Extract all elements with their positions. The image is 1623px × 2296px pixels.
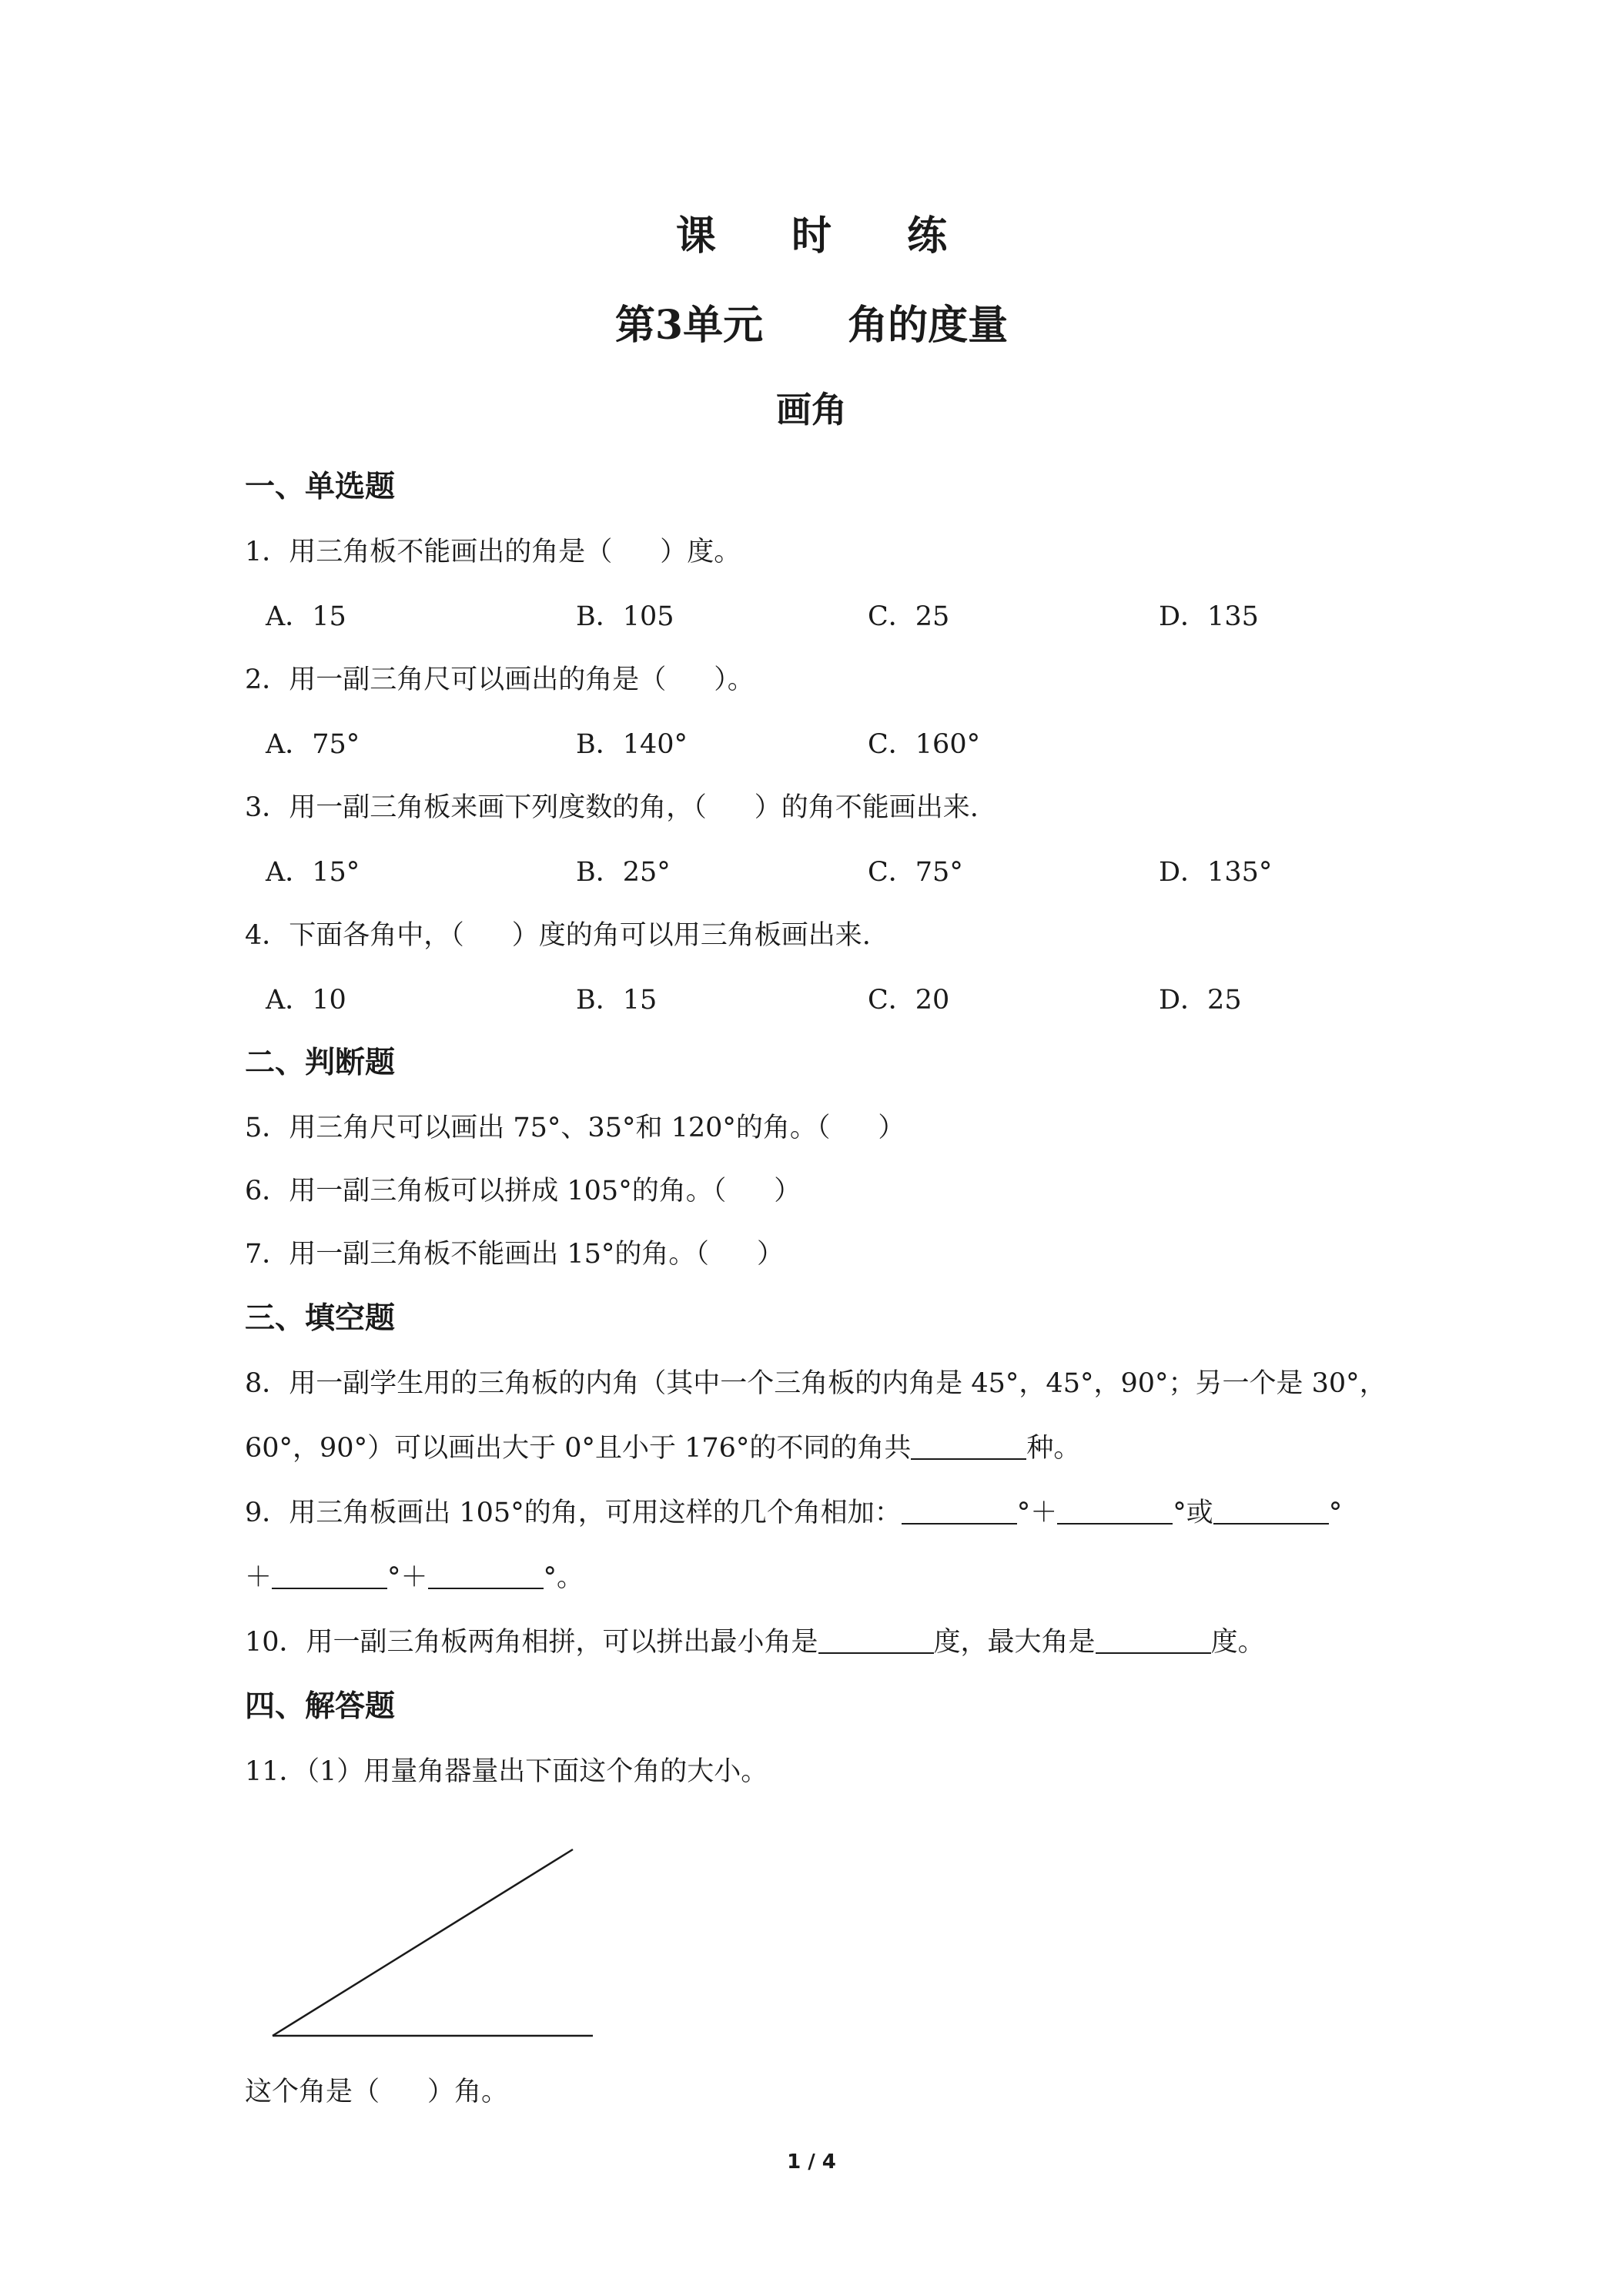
q10-blank-max[interactable] — [1096, 1625, 1211, 1654]
section-heading-true-false: 二、判断题 — [245, 1045, 396, 1080]
q1-option-b[interactable]: B．105 — [576, 601, 674, 632]
q4-option-b[interactable]: B．15 — [576, 985, 658, 1016]
question-9-line-1 — [245, 1494, 1342, 1532]
question-11-stem: 11．（1）用量角器量出下面这个角的大小。 — [245, 1756, 768, 1787]
q7-close: ） — [756, 1239, 784, 1270]
q3-option-b[interactable]: B．25° — [576, 857, 671, 888]
q1-option-c[interactable]: C．25 — [868, 601, 950, 632]
q6-close: ） — [774, 1176, 801, 1207]
lesson-title: 画角 — [776, 389, 847, 430]
q9-blank-1[interactable] — [902, 1495, 1017, 1525]
q4-option-a[interactable]: A．10 — [266, 985, 346, 1016]
q10-before: 10．用一副三角板两角相拼，可以拼出最小角是 — [245, 1627, 818, 1658]
q3-option-a[interactable]: A．15° — [266, 857, 360, 888]
question-3 — [245, 788, 979, 827]
q3-option-c[interactable]: C．75° — [868, 857, 963, 888]
q9-blank-2[interactable] — [1057, 1495, 1173, 1525]
question-8-line-1: 8．用一副学生用的三角板的内角（其中一个三角板的内角是 45°，45°，90°；另一个是 30°， — [245, 1368, 1387, 1399]
q9-blank-5[interactable] — [428, 1560, 544, 1589]
q5-stem: 5．用三角尺可以画出 75°、35°和 120°的角。（ — [245, 1113, 831, 1143]
q8-blank[interactable] — [911, 1431, 1026, 1460]
q8-line2-after: 种。 — [1026, 1433, 1081, 1464]
q9-stem: 9．用三角板画出 105°的角，可用这样的几个角相加： — [245, 1498, 902, 1528]
q10-after: 度。 — [1210, 1627, 1265, 1658]
q2-stem-after: ）。 — [714, 664, 755, 695]
question-6 — [245, 1172, 801, 1210]
question-4 — [245, 916, 871, 955]
question-1 — [245, 533, 741, 571]
q9-deg-plus-2: °＋ — [387, 1562, 428, 1593]
q5-close: ） — [878, 1113, 905, 1143]
q2-stem-before: 2．用一副三角尺可以画出的角是（ — [245, 664, 667, 695]
question-8-line-2 — [245, 1429, 1080, 1468]
q4-option-d[interactable]: D．25 — [1159, 985, 1242, 1016]
q8-line2-before: 60°，90°）可以画出大于 0°且小于 176°的不同的角共 — [245, 1433, 912, 1464]
question-11-answer — [245, 2073, 508, 2111]
page-number: 1 / 4 — [787, 2150, 836, 2174]
q11-answer-after: ）角。 — [427, 2077, 509, 2107]
q10-middle: 度，最大角是 — [933, 1627, 1096, 1658]
q1-option-d[interactable]: D．135 — [1159, 601, 1259, 632]
q3-stem-after: ）的角不能画出来. — [754, 792, 979, 823]
q4-stem-after: ）度的角可以用三角板画出来. — [511, 920, 871, 951]
q7-stem: 7．用一副三角板不能画出 15°的角。（ — [245, 1239, 709, 1270]
q2-option-b[interactable]: B．140° — [576, 729, 688, 760]
q9-deg-plus: °＋ — [1016, 1498, 1058, 1528]
q2-option-a[interactable]: A．75° — [266, 729, 360, 760]
q3-option-d[interactable]: D．135° — [1159, 857, 1273, 888]
q9-plus: ＋ — [245, 1562, 273, 1593]
q9-blank-4[interactable] — [272, 1560, 387, 1589]
q6-stem: 6．用一副三角板可以拼成 105°的角。（ — [245, 1176, 727, 1207]
unit-heading — [0, 299, 1623, 353]
unit-label: 第3单元 — [614, 302, 764, 349]
q9-end: °。 — [543, 1562, 584, 1593]
q9-blank-3[interactable] — [1213, 1495, 1329, 1525]
document-title: 课 时 练 — [675, 213, 979, 259]
angle-upper-ray — [273, 1849, 573, 2036]
section-heading-solve: 四、解答题 — [245, 1689, 396, 1724]
q1-option-a[interactable]: A．15 — [266, 601, 346, 632]
question-2 — [245, 661, 755, 699]
q10-blank-min[interactable] — [818, 1625, 934, 1654]
q1-stem-before: 1．用三角板不能画出的角是（ — [245, 537, 613, 567]
section-heading-single-choice: 一、单选题 — [245, 469, 396, 504]
q9-deg: ° — [1328, 1498, 1343, 1528]
q4-stem-before: 4．下面各角中，（ — [245, 920, 464, 951]
q3-stem-before: 3．用一副三角板来画下列度数的角，（ — [245, 792, 707, 823]
question-9-line-2 — [245, 1558, 584, 1597]
q4-option-c[interactable]: C．20 — [868, 985, 950, 1016]
q2-option-c[interactable]: C．160° — [868, 729, 981, 760]
q11-answer-before: 这个角是（ — [245, 2077, 380, 2107]
question-7 — [245, 1235, 784, 1274]
question-10 — [245, 1623, 1265, 1662]
unit-name: 角的度量 — [848, 302, 1009, 349]
q9-deg-or: °或 — [1173, 1498, 1213, 1528]
section-heading-fill-blank: 三、填空题 — [245, 1300, 396, 1336]
angle-figure — [254, 1832, 601, 2056]
q1-stem-after: ）度。 — [660, 537, 741, 567]
question-5 — [245, 1109, 905, 1147]
